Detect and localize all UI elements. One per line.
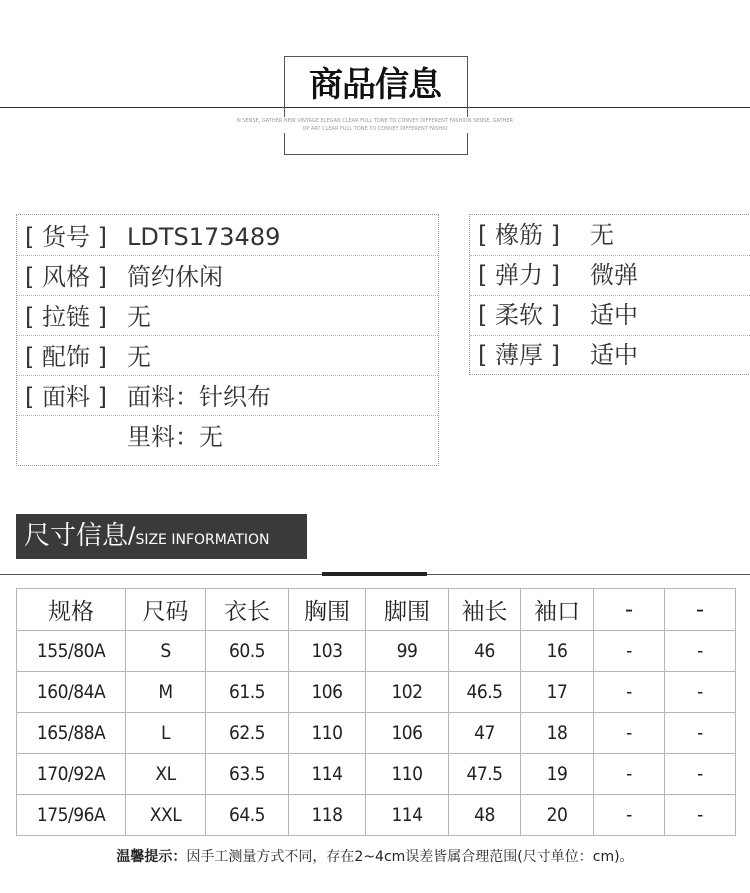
size-title-en: SIZE INFORMATION — [135, 532, 270, 548]
table-row — [17, 795, 736, 836]
table-cell: - — [594, 754, 665, 795]
table-cell: - — [665, 672, 736, 713]
size-divider-accent — [322, 572, 427, 576]
table-cell: S — [126, 631, 206, 672]
table-cell: 110 — [366, 754, 449, 795]
table-cell: 46.5 — [449, 672, 521, 713]
spec-row-fabric — [17, 376, 438, 416]
table-cell: 20 — [521, 795, 594, 836]
table-cell: L — [126, 713, 206, 754]
table-cell: 106 — [366, 713, 449, 754]
header-cell-hem: 脚围 — [366, 589, 449, 631]
table-cell: - — [665, 754, 736, 795]
spec-value: 无 — [127, 343, 151, 371]
table-cell: 170/92A — [17, 754, 126, 795]
spec-value: LDTS173489 — [127, 223, 281, 251]
spec-row-thickness — [470, 336, 750, 374]
table-cell: XL — [126, 754, 206, 795]
spec-value: 简约休闲 — [127, 263, 223, 291]
table-row — [17, 672, 736, 713]
table-cell: 18 — [521, 713, 594, 754]
page-title: 商品信息 — [286, 64, 464, 106]
header-cell-spec: 规格 — [17, 589, 126, 631]
spec-key: [ 货号 ] — [25, 223, 107, 251]
table-cell: 64.5 — [206, 795, 289, 836]
spec-value: 微弹 — [590, 261, 638, 289]
size-table-header-row — [17, 589, 736, 631]
table-cell: 62.5 — [206, 713, 289, 754]
table-cell: - — [594, 631, 665, 672]
header-cell-cuff: 袖口 — [521, 589, 594, 631]
spec-value: 适中 — [590, 301, 638, 329]
spec-key: [ 拉链 ] — [25, 303, 107, 331]
table-cell: 47 — [449, 713, 521, 754]
header-cell-chest: 胸围 — [289, 589, 366, 631]
header-cell-empty: - — [665, 589, 736, 631]
table-cell: - — [594, 713, 665, 754]
spec-value: 无 — [590, 221, 614, 249]
size-section-title — [16, 514, 307, 559]
table-cell: 155/80A — [17, 631, 126, 672]
header-cell-sleeve-length: 袖长 — [449, 589, 521, 631]
table-cell: 114 — [289, 754, 366, 795]
table-cell: 114 — [366, 795, 449, 836]
table-cell: 60.5 — [206, 631, 289, 672]
spec-row-softness — [470, 296, 750, 336]
table-cell: 175/96A — [17, 795, 126, 836]
spec-panel-left — [16, 214, 439, 466]
spec-value: 无 — [127, 303, 151, 331]
table-cell: - — [594, 795, 665, 836]
table-cell: - — [665, 713, 736, 754]
spec-row-accessories — [17, 336, 438, 376]
spec-key: [ 风格 ] — [25, 263, 107, 291]
table-cell: - — [665, 795, 736, 836]
spec-row-lining — [17, 416, 438, 465]
spec-row-item-number — [17, 215, 438, 256]
header-cell-empty: - — [594, 589, 665, 631]
spec-key: [ 柔软 ] — [478, 301, 560, 329]
table-cell: 47.5 — [449, 754, 521, 795]
table-cell: 63.5 — [206, 754, 289, 795]
table-cell: - — [594, 672, 665, 713]
table-row — [17, 713, 736, 754]
spec-key: [ 面料 ] — [25, 383, 107, 411]
table-cell: 48 — [449, 795, 521, 836]
spec-row-elastic-band — [470, 215, 750, 256]
spec-key: [ 配饰 ] — [25, 343, 107, 371]
table-cell: 165/88A — [17, 713, 126, 754]
table-row — [17, 754, 736, 795]
spec-panel-right — [469, 214, 750, 375]
spec-key: [ 薄厚 ] — [478, 341, 560, 369]
table-cell: M — [126, 672, 206, 713]
table-cell: 118 — [289, 795, 366, 836]
spec-value: 面料：针织布 — [127, 383, 271, 411]
table-cell: 46 — [449, 631, 521, 672]
table-cell: 99 — [366, 631, 449, 672]
table-cell: 103 — [289, 631, 366, 672]
table-row — [17, 631, 736, 672]
table-cell: 102 — [366, 672, 449, 713]
table-cell: 160/84A — [17, 672, 126, 713]
note-label: 温馨提示： — [116, 849, 187, 865]
spec-key: [ 弹力 ] — [478, 261, 560, 289]
table-cell: 61.5 — [206, 672, 289, 713]
table-cell: 19 — [521, 754, 594, 795]
header-subtitle-line2: OP ART CLEAR FULL TONE TO CONVEY DIFFERENT FASHIO — [250, 125, 500, 133]
spec-value: 适中 — [590, 341, 638, 369]
spec-row-style — [17, 256, 438, 296]
header-subtitle-line1: N SENSE, GATHER NEW VINTAGE ELEGAN CLEAR FULL TONE TO CONVEY DIFFERENT FASHION SENSE, GATHER — [210, 117, 540, 125]
header-cell-size: 尺码 — [126, 589, 206, 631]
table-cell: 106 — [289, 672, 366, 713]
size-title-cn: 尺寸信息 — [24, 521, 129, 551]
table-cell: XXL — [126, 795, 206, 836]
size-table — [16, 588, 736, 836]
spec-value: 里料：无 — [127, 423, 223, 451]
spec-row-zipper — [17, 296, 438, 336]
note-text: 因手工测量方式不同，存在2~4cm误差皆属合理范围(尺寸单位：cm)。 — [186, 849, 634, 865]
spec-key: [ 橡筋 ] — [478, 221, 560, 249]
table-cell: 110 — [289, 713, 366, 754]
table-cell: 17 — [521, 672, 594, 713]
header-cell-length: 衣长 — [206, 589, 289, 631]
table-cell: - — [665, 631, 736, 672]
table-cell: 16 — [521, 631, 594, 672]
size-title-slash: / — [128, 524, 136, 549]
measurement-note — [0, 846, 750, 868]
spec-row-stretch — [470, 256, 750, 296]
